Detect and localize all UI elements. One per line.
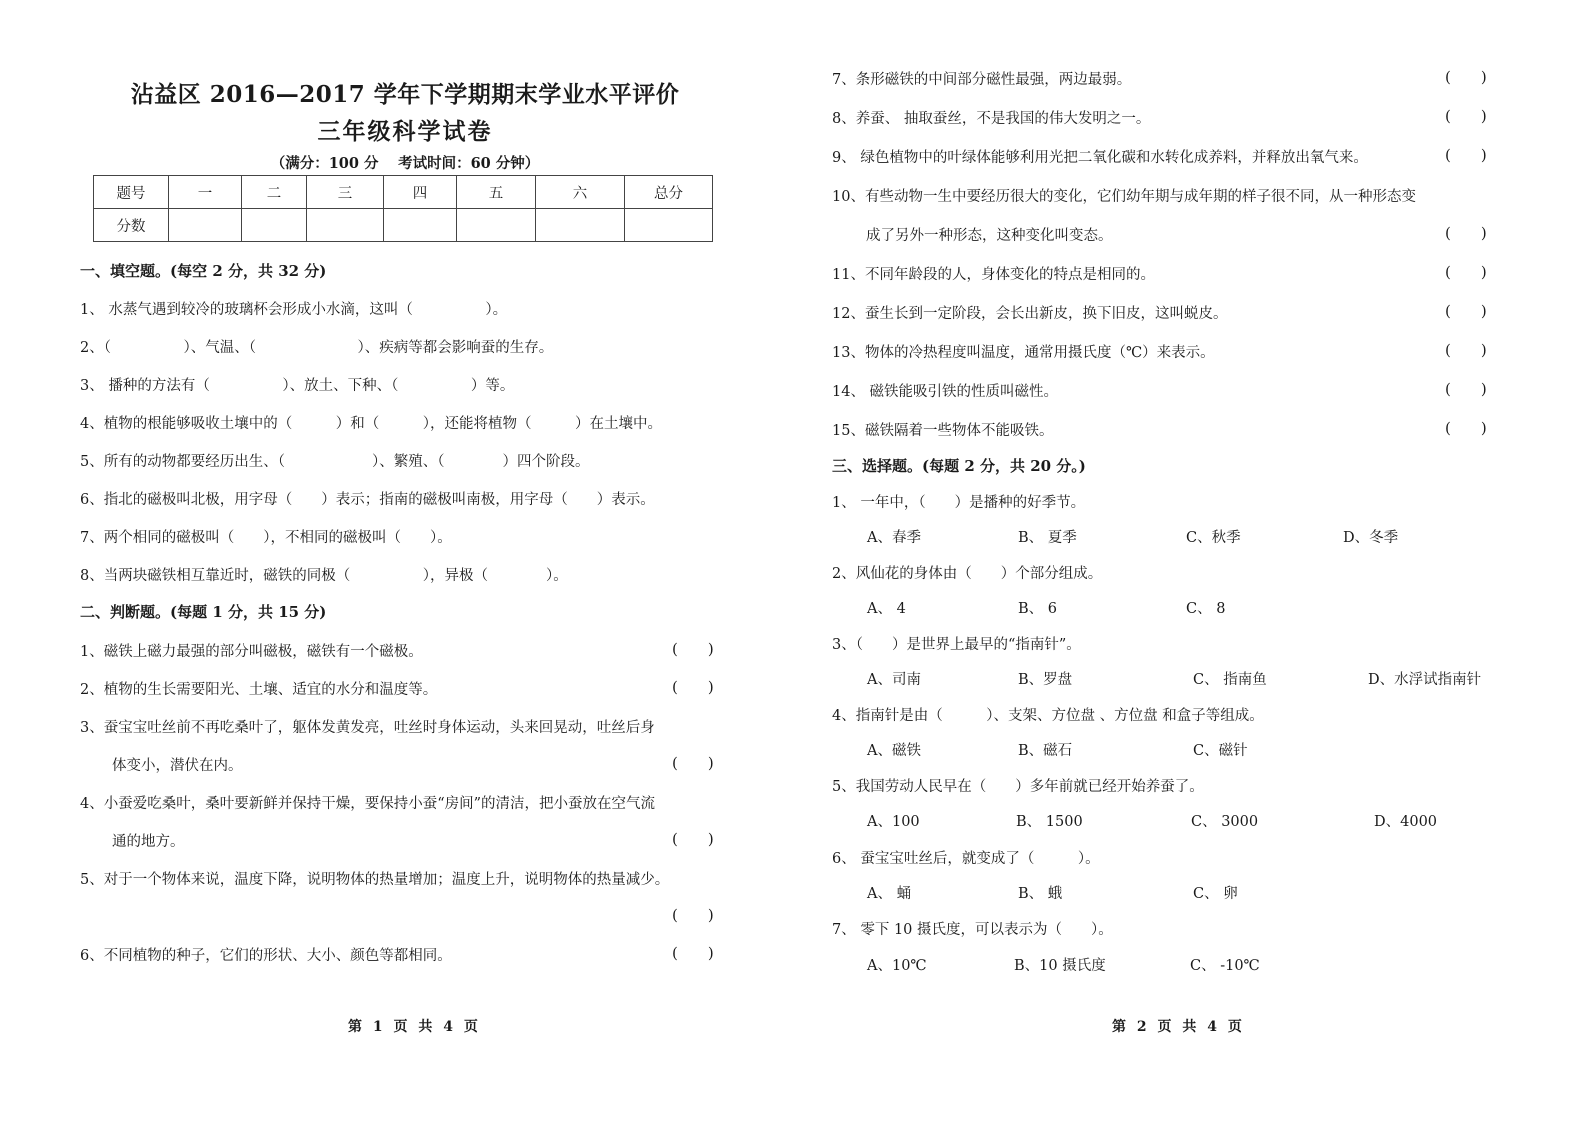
page-number: 第 2 页 共 4 页: [1112, 1019, 1245, 1035]
score-cell[interactable]: [307, 209, 384, 242]
score-header-cell: 题号: [94, 176, 169, 209]
true-false-question-cont: 通的地方。: [112, 834, 185, 850]
choice-option[interactable]: A、10℃: [867, 958, 927, 974]
choice-option[interactable]: D、水浮试指南针: [1368, 672, 1482, 688]
answer-blank[interactable]: ( ): [672, 906, 714, 924]
answer-blank[interactable]: ( ): [672, 944, 714, 962]
answer-blank[interactable]: ( ): [672, 640, 714, 658]
true-false-question: 5、对于一个物体来说，温度下降，说明物体的热量增加；温度上升，说明物体的热量减少。: [80, 872, 670, 888]
score-table-header-row: [94, 176, 713, 209]
choice-question: 5、我国劳动人民早在（ ）多年前就已经开始养蚕了。: [832, 779, 1204, 795]
choice-question: 6、 蚕宝宝吐丝后，就变成了（ ）。: [832, 851, 1100, 867]
choice-question: 7、 零下 10 摄氏度，可以表示为（ ）。: [832, 922, 1113, 938]
fill-blank-question: 5、所有的动物都要经历出生、（ ）、繁殖、（ ）四个阶段。: [80, 454, 590, 470]
exam-info: （满分：100 分 考试时间：60 分钟）: [270, 155, 540, 172]
fill-blank-question: 2、（ ）、气温、（ ）、疾病等都会影响蚕的生存。: [80, 340, 554, 356]
fill-blank-question: 1、 水蒸气遇到较冷的玻璃杯会形成小水滴，这叫（ ）。: [80, 302, 508, 318]
answer-blank[interactable]: ( ): [672, 754, 714, 772]
true-false-question: 6、不同植物的种子，它们的形状、大小、颜色等都相同。: [80, 948, 452, 964]
true-false-question-cont: 成了另外一种形态，这种变化叫变态。: [866, 228, 1113, 244]
choice-option[interactable]: B、 6: [1018, 601, 1057, 617]
choice-option[interactable]: A、100: [867, 814, 920, 830]
choice-option[interactable]: C、 指南鱼: [1193, 672, 1267, 688]
choice-question: 3、（ ）是世界上最早的“指南针”。: [832, 637, 1081, 653]
score-header-cell: 三: [307, 176, 384, 209]
score-cell[interactable]: [384, 209, 457, 242]
score-header-cell: 二: [242, 176, 307, 209]
choice-option[interactable]: C、 -10℃: [1190, 958, 1260, 974]
choice-question: 1、 一年中，（ ）是播种的好季节。: [832, 495, 1086, 511]
answer-blank[interactable]: ( ): [1445, 341, 1487, 359]
answer-blank[interactable]: ( ): [1445, 263, 1487, 281]
true-false-question: 3、蚕宝宝吐丝前不再吃桑叶了，躯体发黄发亮，吐丝时身体运动，头来回晃动，吐丝后身: [80, 720, 655, 736]
choice-option[interactable]: B、 蛾: [1018, 886, 1063, 902]
exam-subject-title: 三年级科学试卷: [317, 118, 493, 145]
true-false-question: 8、养蚕、 抽取蚕丝，不是我国的伟大发明之一。: [832, 111, 1151, 127]
choice-option[interactable]: B、10 摄氏度: [1014, 958, 1106, 974]
choice-option[interactable]: A、磁铁: [867, 743, 921, 759]
choice-question: 2、风仙花的身体由（ ）个部分组成。: [832, 566, 1103, 582]
true-false-question: 2、植物的生长需要阳光、土壤、适宜的水分和温度等。: [80, 682, 438, 698]
choice-option[interactable]: D、4000: [1374, 814, 1438, 830]
choice-option[interactable]: A、 蛹: [867, 886, 912, 902]
fill-blank-question: 6、指北的磁极叫北极，用字母（ ）表示；指南的磁极叫南极，用字母（ ）表示。: [80, 492, 655, 508]
choice-option[interactable]: A、春季: [867, 530, 921, 546]
score-row-label: 分数: [94, 209, 169, 242]
exam-page-1: [0, 0, 790, 1122]
choice-option[interactable]: A、司南: [867, 672, 921, 688]
choice-option[interactable]: B、 夏季: [1018, 530, 1077, 546]
score-header-cell: 五: [457, 176, 536, 209]
true-false-question: 10、有些动物一生中要经历很大的变化，它们幼年期与成年期的样子很不同，从一种形态变: [832, 189, 1416, 205]
choice-option[interactable]: C、磁针: [1193, 743, 1248, 759]
true-false-question-cont: 体变小，潜伏在内。: [112, 758, 243, 774]
score-header-cell: 六: [536, 176, 625, 209]
score-cell[interactable]: [169, 209, 242, 242]
page-number: 第 1 页 共 4 页: [348, 1019, 481, 1035]
score-header-cell: 一: [169, 176, 242, 209]
choice-option[interactable]: C、 8: [1186, 601, 1226, 617]
choice-option[interactable]: D、冬季: [1343, 530, 1399, 546]
true-false-question: 15、磁铁隔着一些物体不能吸铁。: [832, 423, 1054, 439]
answer-blank[interactable]: ( ): [1445, 419, 1487, 437]
fill-blank-question: 8、当两块磁铁相互靠近时，磁铁的同极（ ），异极（ ）。: [80, 568, 568, 584]
answer-blank[interactable]: ( ): [1445, 107, 1487, 125]
fill-blank-question: 3、 播种的方法有（ ）、放土、下种、（ ）等。: [80, 378, 515, 394]
answer-blank[interactable]: ( ): [1445, 380, 1487, 398]
score-cell[interactable]: [625, 209, 713, 242]
answer-blank[interactable]: ( ): [1445, 302, 1487, 320]
true-false-question: 13、物体的冷热程度叫温度，通常用摄氏度（℃）来表示。: [832, 345, 1215, 361]
answer-blank[interactable]: ( ): [1445, 224, 1487, 242]
true-false-question: 7、条形磁铁的中间部分磁性最强，两边最弱。: [832, 72, 1132, 88]
answer-blank[interactable]: ( ): [1445, 68, 1487, 86]
true-false-question: 1、磁铁上磁力最强的部分叫磁极，磁铁有一个磁极。: [80, 644, 423, 660]
section-heading-fill-blank: 一、填空题。(每空 2 分，共 32 分): [80, 262, 327, 280]
choice-question: 4、指南针是由（ ）、支架、方位盘 、方位盘 和盒子等组成。: [832, 708, 1264, 724]
score-cell[interactable]: [457, 209, 536, 242]
choice-option[interactable]: C、 3000: [1191, 814, 1259, 830]
score-cell[interactable]: [242, 209, 307, 242]
true-false-question: 14、 磁铁能吸引铁的性质叫磁性。: [832, 384, 1059, 400]
fill-blank-question: 4、植物的根能够吸收土壤中的（ ）和（ ），还能将植物（ ）在土壤中。: [80, 416, 662, 432]
true-false-question: 4、小蚕爱吃桑叶，桑叶要新鲜并保持干燥，要保持小蚕“房间”的清洁，把小蚕放在空气流: [80, 796, 656, 812]
exam-page-2: [790, 0, 1587, 1122]
exam-title: 沾益区 2016—2017 学年下学期期末学业水平评价: [130, 81, 680, 108]
true-false-question: 9、 绿色植物中的叶绿体能够利用光把二氧化碳和水转化成养料，并释放出氧气来。: [832, 150, 1368, 166]
choice-option[interactable]: B、 1500: [1016, 814, 1083, 830]
choice-option[interactable]: C、秋季: [1186, 530, 1241, 546]
score-table-score-row: [94, 209, 713, 242]
answer-blank[interactable]: ( ): [1445, 146, 1487, 164]
score-cell[interactable]: [536, 209, 625, 242]
choice-option[interactable]: C、 卵: [1193, 886, 1238, 902]
score-table: [93, 175, 713, 242]
answer-blank[interactable]: ( ): [672, 678, 714, 696]
true-false-question: 11、不同年龄段的人，身体变化的特点是相同的。: [832, 267, 1155, 283]
section-heading-multiple-choice: 三、选择题。(每题 2 分，共 20 分。): [832, 457, 1086, 475]
section-heading-true-false: 二、判断题。(每题 1 分，共 15 分): [80, 603, 327, 621]
score-header-cell: 四: [384, 176, 457, 209]
score-header-cell: 总分: [625, 176, 713, 209]
choice-option[interactable]: A、 4: [867, 601, 906, 617]
choice-option[interactable]: B、罗盘: [1018, 672, 1073, 688]
fill-blank-question: 7、两个相同的磁极叫（ ），不相同的磁极叫（ ）。: [80, 530, 452, 546]
true-false-question: 12、蚕生长到一定阶段，会长出新皮，换下旧皮，这叫蜕皮。: [832, 306, 1228, 322]
choice-option[interactable]: B、磁石: [1018, 743, 1073, 759]
answer-blank[interactable]: ( ): [672, 830, 714, 848]
